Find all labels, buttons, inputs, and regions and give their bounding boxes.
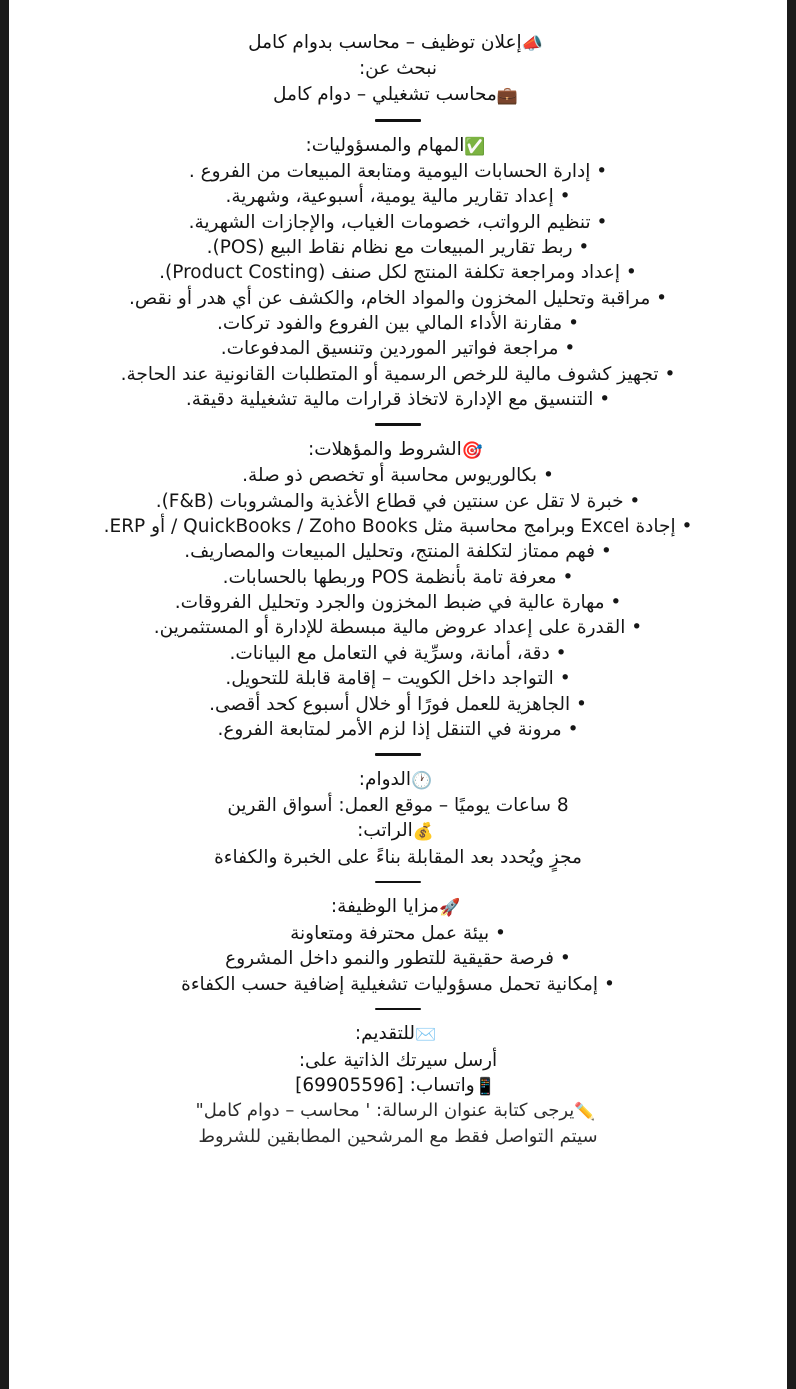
list-item-text: التنسيق مع الإدارة لاتخاذ قرارات مالية تشغيلية دقيقة. [185, 389, 594, 411]
subject-note-row [33, 1099, 763, 1124]
apply-heading [33, 1021, 763, 1047]
list-item-text: بكالوريوس محاسبة أو تخصص ذو صلة. [242, 465, 538, 487]
list-item: • إعداد ومراجعة تكلفة المنتج لكل صنف (Product Costing). [159, 262, 637, 284]
list-item-text: القدرة على إعداد عروض مالية مبسطة للإدارة أو المستثمرين. [153, 617, 626, 639]
briefcase-icon: 💼 [496, 85, 518, 106]
envelope-icon: ✉️ [414, 1025, 437, 1046]
divider-after-qualifications [33, 753, 763, 756]
list-item-text: إعداد ومراجعة تكلفة المنتج لكل صنف (Product Costing). [159, 262, 621, 284]
list-item: • مراقبة وتحليل المخزون والمواد الخام، والكشف عن أي هدر أو نقص. [128, 287, 668, 309]
list-item: • مراجعة فواتير الموردين وتنسيق المدفوعات. [220, 338, 576, 360]
divider-rule [375, 423, 421, 426]
benefits-title: مزايا الوظيفة: [330, 896, 439, 918]
divider-after-responsibilities [33, 423, 763, 426]
qualifications-heading [33, 437, 763, 463]
list-item-text: إدارة الحسابات اليومية ومتابعة المبيعات من الفروع . [188, 161, 591, 183]
list-item: • خبرة لا تقل عن سنتين في قطاع الأغذية والمشروبات (F&B). [155, 490, 641, 512]
salary-detail: مجزٍ ويُحدد بعد المقابلة بناءً على الخبرة والكفاءة [214, 846, 582, 868]
money-bag-icon: 💰 [412, 822, 434, 843]
announcement-heading [33, 30, 763, 56]
list-item: • بيئة عمل محترفة ومتعاونة [290, 922, 506, 944]
list-item-text: مهارة عالية في ضبط المخزون والجرد وتحليل الفروقات. [174, 592, 605, 614]
divider-after-header [33, 119, 763, 122]
divider-after-benefits [33, 1008, 763, 1011]
list-item: • دقة، أمانة، وسرِّية في التعامل مع البيانات. [229, 642, 567, 664]
list-item: • تنظيم الرواتب، خصومات الغياب، والإجازات الشهرية. [188, 211, 608, 233]
responsibilities-list [33, 159, 763, 412]
announcement-text: إعلان توظيف – محاسب بدوام كامل [248, 32, 522, 53]
list-item-text: مرونة في التنقل إذا لزم الأمر لمتابعة الفروع. [217, 718, 562, 740]
list-item-text: معرفة تامة بأنظمة POS وربطها بالحسابات. [222, 566, 557, 588]
divider-after-salary [33, 881, 763, 884]
apply-section [33, 1021, 763, 1149]
whatsapp-number[interactable]: [69905596] [295, 1075, 404, 1096]
job-posting-content [9, 0, 787, 1389]
divider-rule [375, 1008, 421, 1011]
divider-rule [375, 753, 421, 756]
responsibilities-heading [33, 133, 763, 159]
list-item-text: إجادة Excel وبرامج محاسبة مثل QuickBooks / Zoho Books / أو ERP. [103, 516, 676, 538]
list-item-text: مقارنة الأداء المالي بين الفروع والفود تركات. [216, 313, 563, 335]
list-item-text: فهم ممتاز لتكلفة المنتج، وتحليل المبيعات والمصاريف. [184, 541, 595, 563]
contact-note: سيتم التواصل فقط مع المرشحين المطابقين للشروط [198, 1125, 598, 1147]
working-hours-heading [33, 767, 763, 793]
list-item: • مهارة عالية في ضبط المخزون والجرد وتحليل الفروقات. [174, 592, 622, 614]
divider-rule [375, 119, 421, 122]
subject-note-text: يرجى كتابة عنوان الرسالة: ' محاسب – دوام كامل" [195, 1100, 575, 1122]
list-item: • فرصة حقيقية للتطور والنمو داخل المشروع [225, 948, 571, 970]
apply-title: للتقديم: [354, 1023, 415, 1045]
list-item-text: التواجد داخل الكويت – إقامة قابلة للتحويل. [225, 668, 554, 690]
rocket-icon: 🚀 [438, 898, 461, 919]
list-item-text: تجهيز كشوف مالية للرخص الرسمية أو المتطلبات القانونية عند الحاجة. [120, 363, 659, 385]
benefits-heading [33, 894, 763, 920]
divider-rule [375, 881, 421, 884]
list-item-text: الجاهزية للعمل فورًا أو خلال أسبوع كحد أقصى. [209, 693, 571, 715]
qualifications-list [33, 463, 763, 742]
seeking-label: نبحث عن: [358, 58, 438, 80]
benefits-list [33, 921, 763, 997]
benefits-section [33, 894, 763, 996]
salary-title: الراتب: [357, 820, 413, 842]
working-hours-title: الدوام: [358, 768, 412, 790]
list-item-text: تنظيم الرواتب، خصومات الغياب، والإجازات الشهرية. [188, 211, 591, 233]
list-item-text: مراقبة وتحليل المخزون والمواد الخام، والكشف عن أي هدر أو نقص. [128, 287, 651, 309]
role-heading [33, 82, 763, 108]
whatsapp-label: واتساب: [409, 1075, 475, 1096]
list-item: • فهم ممتاز لتكلفة المنتج، وتحليل المبيعات والمصاريف. [184, 541, 612, 563]
role-text: محاسب تشغيلي – دوام كامل [273, 83, 497, 105]
responsibilities-title: المهام والمسؤوليات: [305, 134, 465, 156]
list-item: • التنسيق مع الإدارة لاتخاذ قرارات مالية تشغيلية دقيقة. [185, 389, 611, 411]
list-item: • مرونة في التنقل إذا لزم الأمر لمتابعة الفروع. [217, 718, 579, 740]
pencil-icon: ✏️ [574, 1102, 596, 1123]
list-item: • القدرة على إعداد عروض مالية مبسطة للإدارة أو المستثمرين. [153, 617, 643, 639]
header-section [33, 30, 763, 108]
list-item: • إمكانية تحمل مسؤوليات تشغيلية إضافية حسب الكفاءة [181, 973, 615, 995]
list-item-text: فرصة حقيقية للتطور والنمو داخل المشروع [225, 948, 555, 970]
list-item: • التواجد داخل الكويت – إقامة قابلة للتحويل. [225, 668, 571, 690]
list-item-text: بيئة عمل محترفة ومتعاونة [290, 922, 490, 944]
list-item: • مقارنة الأداء المالي بين الفروع والفود تركات. [216, 313, 579, 335]
list-item-text: خبرة لا تقل عن سنتين في قطاع الأغذية والمشروبات (F&B). [155, 490, 624, 512]
qualifications-title: الشروط والمؤهلات: [308, 438, 462, 460]
qualifications-section [33, 437, 763, 742]
check-mark-icon: ✅ [464, 136, 486, 157]
hours-salary-section [33, 767, 763, 870]
mobile-phone-icon: 📱 [474, 1077, 496, 1097]
responsibilities-section [33, 133, 763, 413]
whatsapp-row[interactable] [33, 1073, 763, 1099]
list-item-text: دقة، أمانة، وسرِّية في التعامل مع البيانات. [229, 642, 550, 664]
list-item: • معرفة تامة بأنظمة POS وربطها بالحسابات. [222, 566, 574, 588]
target-icon: 🎯 [461, 440, 483, 461]
working-hours-detail: 8 ساعات يوميًا – موقع العمل: أسواق القرين [227, 795, 569, 817]
list-item: • إدارة الحسابات اليومية ومتابعة المبيعات من الفروع . [188, 161, 608, 183]
list-item-text: إعداد تقارير مالية يومية، أسبوعية، وشهرية. [225, 186, 554, 208]
list-item: • الجاهزية للعمل فورًا أو خلال أسبوع كحد أقصى. [209, 693, 587, 715]
apply-instruction: أرسل سيرتك الذاتية على: [298, 1049, 498, 1071]
list-item: • بكالوريوس محاسبة أو تخصص ذو صلة. [242, 465, 554, 487]
list-item: • ربط تقارير المبيعات مع نظام نقاط البيع (POS). [206, 237, 590, 259]
list-item-text: ربط تقارير المبيعات مع نظام نقاط البيع (POS). [206, 237, 573, 259]
megaphone-icon: 📣 [521, 34, 543, 54]
salary-heading [33, 818, 763, 844]
list-item: • تجهيز كشوف مالية للرخص الرسمية أو المتطلبات القانونية عند الحاجة. [120, 363, 676, 385]
clock-icon: 🕐 [411, 770, 433, 791]
list-item-text: إمكانية تحمل مسؤوليات تشغيلية إضافية حسب الكفاءة [181, 973, 599, 995]
list-item: • إعداد تقارير مالية يومية، أسبوعية، وشهرية. [225, 186, 571, 208]
list-item-text: مراجعة فواتير الموردين وتنسيق المدفوعات. [220, 338, 559, 360]
list-item: • إجادة Excel وبرامج محاسبة مثل QuickBooks / Zoho Books / أو ERP. [103, 516, 693, 538]
